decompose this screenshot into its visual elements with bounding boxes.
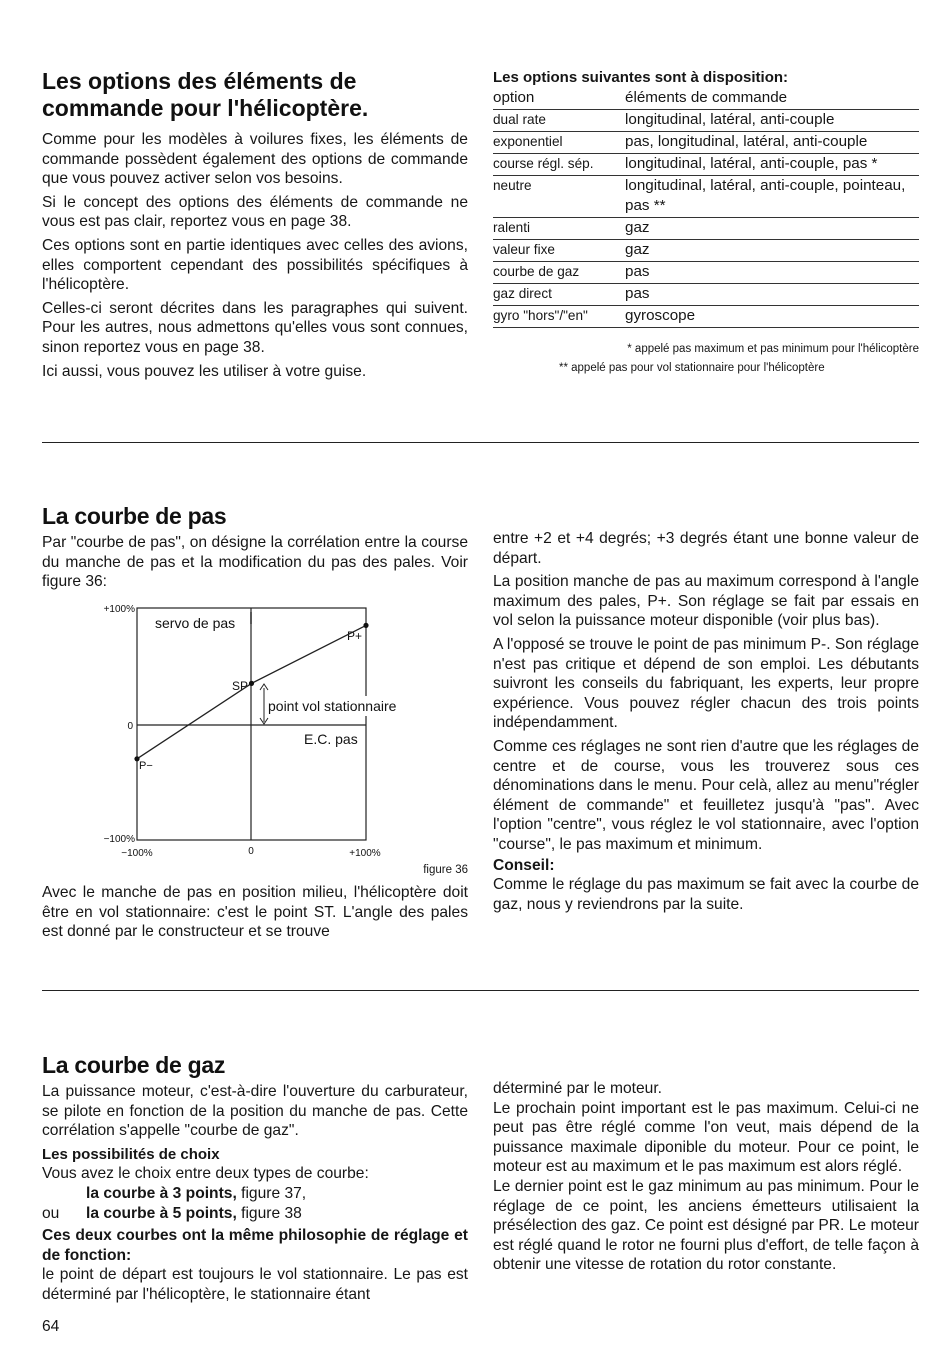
paragraph: Vous avez le choix entre deux types de courbe: — [42, 1165, 369, 1183]
y-tick-top: +100% — [103, 604, 135, 615]
list-item — [42, 1184, 468, 1204]
section-options-right — [493, 68, 919, 378]
options-table — [493, 88, 919, 328]
table-row — [493, 239, 919, 261]
paragraph: La position manche de pas au maximum correspond à l'angle maximum des pales, P+. Son réglage se fait par essais en vol selon la puissance moteur disponible (voir plus bas). — [493, 573, 919, 630]
title-line-2: commande pour l'hélicoptère. — [42, 95, 369, 121]
sp-label: SP — [232, 679, 249, 693]
philosophy-text: Ces deux courbes ont la même philosophie de réglage et de fonction: — [42, 1227, 468, 1264]
option-bold: la courbe à 5 points, — [86, 1204, 237, 1222]
p-minus-point — [134, 756, 139, 761]
table-cell-elements: longitudinal, latéral, anti-couple, pas * — [625, 153, 919, 175]
section-divider — [42, 990, 919, 991]
table-cell-option: neutre — [493, 175, 625, 217]
section-divider — [42, 442, 919, 443]
table-cell-elements: gaz — [625, 217, 919, 239]
table-cell-option: courbe de gaz — [493, 261, 625, 283]
paragraph: La puissance moteur, c'est-à-dire l'ouverture du carburateur, se pilote en fonction de la position du manche de pas. Cette corrélation s'appelle "courbe de gaz". — [42, 1083, 468, 1140]
section-throttle-curve-right — [493, 1079, 919, 1279]
p-minus-label: P− — [139, 760, 153, 772]
figure-caption: figure 36 — [423, 864, 468, 876]
table-cell-option: course régl. sép. — [493, 153, 625, 175]
ec-pas-label: E.C. pas — [304, 731, 358, 747]
paragraph: Par "courbe de pas", on désigne la corrélation entre la course du manche de pas et la modification du pas des pales. Voir figure 36: — [42, 534, 468, 591]
list-item — [42, 1204, 468, 1224]
table-cell-elements: pas — [625, 283, 919, 305]
table-cell-option: dual rate — [493, 109, 625, 131]
subheading: Les possibilités de choix — [42, 1145, 220, 1163]
table-row — [493, 153, 919, 175]
table-cell-elements: longitudinal, latéral, anti-couple — [625, 109, 919, 131]
option-rest: figure 37, — [236, 1184, 307, 1202]
paragraph: déterminé par le moteur. — [493, 1080, 663, 1097]
title-line-1: Les options des éléments de — [42, 68, 357, 94]
conseil-label: Conseil: — [493, 856, 555, 874]
y-tick-bottom: −100% — [103, 834, 135, 845]
option-bold: la courbe à 3 points, — [86, 1184, 237, 1202]
section-pitch-curve-left — [42, 503, 468, 596]
x-tick-mid: 0 — [248, 846, 254, 857]
section-options-left — [42, 68, 468, 385]
paragraph: Comme le réglage du pas maximum se fait avec la courbe de gaz, nous y reviendrons par la suite. — [493, 876, 919, 913]
sp-point — [249, 681, 254, 686]
x-tick-left: −100% — [121, 848, 153, 859]
section-pitch-curve-left-bottom — [42, 883, 468, 946]
y-tick-mid: 0 — [127, 721, 133, 732]
page-number: 64 — [42, 1318, 60, 1335]
table-cell-option: exponentiel — [493, 131, 625, 153]
footnote: * appelé pas maximum et pas minimum pour l'hélicoptère — [627, 342, 919, 355]
paragraph: Comme ces réglages ne sont rien d'autre que les réglages de centre et de course, vous les trouverez sous ces dénominations dans le menu. Pour celà, allez au menu"régler élément de commande" et feuilletez jusqu'à "pas". Avec l'option "centre", vous réglez le vol stationnaire, avec l'option "course", le pas maximum et minimum. — [493, 737, 919, 853]
paragraph: entre +2 et +4 degrés; +3 degrés étant une bonne valeur de départ. — [493, 530, 919, 567]
table-cell-option: valeur fixe — [493, 239, 625, 261]
options-table-heading: Les options suivantes sont à disposition: — [493, 69, 789, 86]
table-header-cell: éléments de commande — [625, 88, 919, 110]
table-header-cell: option — [493, 88, 625, 110]
option-rest: figure 38 — [236, 1204, 302, 1222]
section-pitch-curve-right — [493, 529, 919, 918]
paragraph: Avec le manche de pas en position milieu, l'hélicoptère doit être en vol stationnaire: c'est le point ST. L'angle des pales est donné par le constructeur et se trouve — [42, 884, 468, 941]
footnote: ** appelé pas pour vol stationnaire pour l'hélicoptère — [559, 361, 825, 374]
table-cell-elements: pas — [625, 261, 919, 283]
p-plus-point — [363, 623, 368, 628]
table-row — [493, 305, 919, 327]
table-row — [493, 283, 919, 305]
table-cell-option: gaz direct — [493, 283, 625, 305]
table-cell-option: gyro "hors"/"en" — [493, 305, 625, 327]
section-title-pitch-curve: La courbe de pas — [42, 503, 227, 529]
section-title-throttle-curve: La courbe de gaz — [42, 1052, 226, 1078]
table-cell-elements: pas, longitudinal, latéral, anti-couple — [625, 131, 919, 153]
table-cell-elements: gaz — [625, 239, 919, 261]
hover-point-label: point vol stationnaire — [268, 698, 397, 714]
table-row — [493, 175, 919, 217]
paragraph: Celles-ci seront décrites dans les paragraphes qui suivent. Pour les autres, nous admettons qu'elles vous sont connues, sinon reportez vous en page 38. — [42, 299, 468, 356]
table-cell-option: ralenti — [493, 217, 625, 239]
paragraph: le point de départ est toujours le vol stationnaire. Le pas est déterminé par l'hélicoptère, le stationnaire étant — [42, 1266, 468, 1303]
table-row — [493, 109, 919, 131]
paragraph: Ces options sont en partie identiques avec celles des avions, elles comportent cependant des possibilités spécifiques à l'hélicoptère. — [42, 236, 468, 294]
table-row — [493, 131, 919, 153]
section-throttle-curve-left — [42, 1052, 468, 1309]
or-label: ou — [42, 1204, 60, 1222]
table-cell-elements: longitudinal, latéral, anti-couple, pointeau, pas ** — [625, 175, 919, 217]
p-plus-label: P+ — [347, 629, 363, 643]
paragraph: A l'opposé se trouve le point de pas minimum P-. Son réglage n'est pas critique et dépend de son emploi. Les débutants suivront les conseils du fabriquant, les experts, leur propre expérience. Vous pouvez régler chacun des trois points indépendamment. — [493, 635, 919, 732]
table-header-row — [493, 88, 919, 110]
paragraph: Ici aussi, vous pouvez les utiliser à votre guise. — [42, 362, 367, 380]
table-row — [493, 217, 919, 239]
paragraph: Si le concept des options des éléments de commande ne vous est pas clair, reportez vous en page 38. — [42, 193, 468, 231]
paragraph: Comme pour les modèles à voilures fixes, les éléments de commande possèdent également des options de commande que vous pouvez activer selon vos besoins. — [42, 131, 468, 188]
table-cell-elements: gyroscope — [625, 305, 919, 327]
table-row — [493, 261, 919, 283]
paragraph: Le prochain point important est le pas maximum. Celui-ci ne peut pas être réglé comme l'on veut, mais dépend de la puissance maximale diponible du moteur. Pour ce point, le moteur est au maximum et le pas maximum est alors réglé. — [493, 1099, 919, 1176]
section-title-options — [42, 68, 468, 122]
servo-label: servo de pas — [155, 615, 236, 631]
x-tick-right: +100% — [349, 848, 381, 859]
figure-36-pitch-curve — [42, 598, 472, 880]
paragraph: Le dernier point est le gaz minimum au pas minimum. Pour le réglage de ce point, les anciens émetteurs utilisaient la présélection des gaz. Ce point est désigné par PR. Le moteur est réglé quand le rotor ne fourni plus d'effort, de telle façon à obtenir une vitesse de rotation du rotor constante. — [493, 1177, 919, 1274]
